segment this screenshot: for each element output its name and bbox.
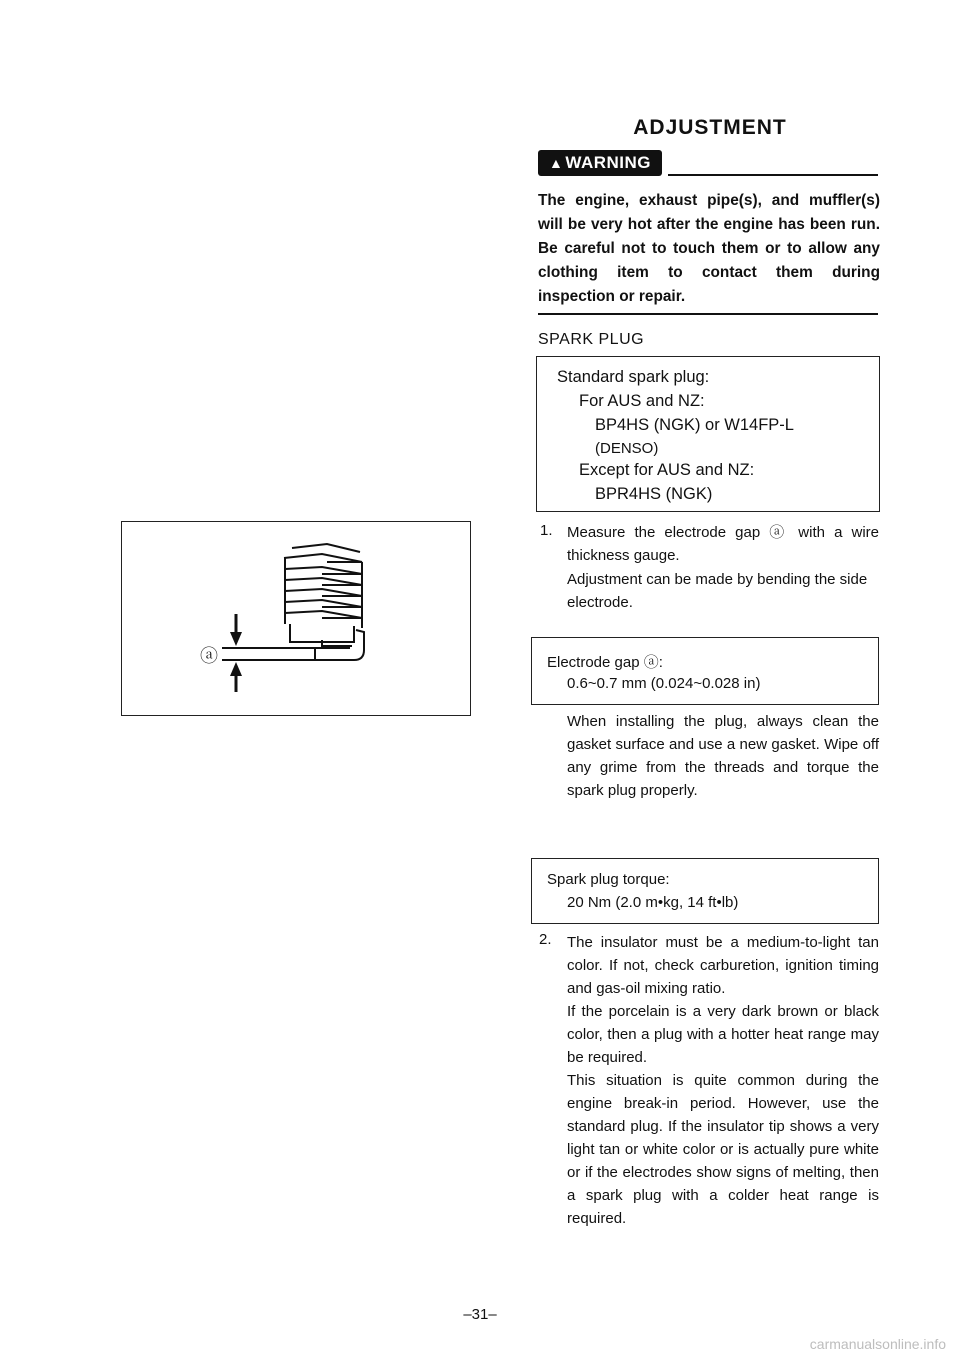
spec-label: Standard spark plug: <box>557 368 710 386</box>
page-number: –31– <box>463 1306 497 1323</box>
torque-spec-box <box>531 858 879 924</box>
warning-badge-label: WARNING <box>565 153 652 172</box>
installation-note: When installing the plug, always clean the gasket surface and use a new gasket. Wipe off any grime from the threads and torque the spark plug properly. <box>567 713 879 799</box>
spark-plug-figure <box>121 521 471 716</box>
arrow-icon <box>230 632 242 646</box>
warning-rule <box>668 174 878 176</box>
spark-plug-illustration <box>122 522 470 715</box>
site-footer: carmanualsonline.info <box>809 1336 946 1352</box>
torque-label: Spark plug torque: <box>547 871 670 888</box>
gap-label: Electrode gap ⓐ: <box>547 654 663 671</box>
warning-text: The engine, exhaust pipe(s), and muffler(s) will be very hot after the engine has been run. Be careful not to touch them or to allow any clothing item to contact them during inspection or repair. <box>538 192 880 305</box>
arrow-icon <box>230 662 242 676</box>
page-heading: ADJUSTMENT <box>633 116 787 139</box>
step-2-text: The insulator must be a medium-to-light tan color. If not, check carburetion, ignition timing and gas-oil mixing ratio. <box>567 934 879 997</box>
spark-plug-spec-box <box>536 356 880 512</box>
spec-region: Except for AUS and NZ: <box>579 461 755 479</box>
step-1-text: Measure the electrode gap ⓐ with a wire thickness gauge. <box>567 524 879 564</box>
warning-bottom-rule <box>538 313 878 315</box>
step-2-text-2: If the porcelain is a very dark brown or black color, then a plug with a hotter heat range may be required. <box>567 1003 879 1066</box>
spec-value: (DENSO) <box>595 440 659 457</box>
spec-value: BPR4HS (NGK) <box>595 485 713 503</box>
spec-region: For AUS and NZ: <box>579 392 705 410</box>
torque-value: 20 Nm (2.0 m•kg, 14 ft•lb) <box>567 894 739 911</box>
electrode-gap-spec-box <box>531 637 879 705</box>
warning-triangle-icon: ▲ <box>548 155 564 171</box>
step-1-number: 1. <box>540 522 553 539</box>
step-2-number: 2. <box>539 931 552 948</box>
warning-badge <box>538 150 662 176</box>
gap-value: 0.6~0.7 mm (0.024~0.028 in) <box>567 675 761 692</box>
spec-value: BP4HS (NGK) or W14FP-L <box>595 416 794 434</box>
gap-callout-label: ⓐ <box>200 646 218 666</box>
step-1-note: Adjustment can be made by bending the side electrode. <box>567 571 868 611</box>
step-2-text-3: This situation is quite common during the engine break-in period. However, use the standard plug. If the insulator tip shows a very light tan or white color or is actually pure white or if the electrodes show signs of melting, then a spark plug with a colder heat range is required. <box>567 1072 879 1227</box>
section-title: SPARK PLUG <box>538 331 645 348</box>
